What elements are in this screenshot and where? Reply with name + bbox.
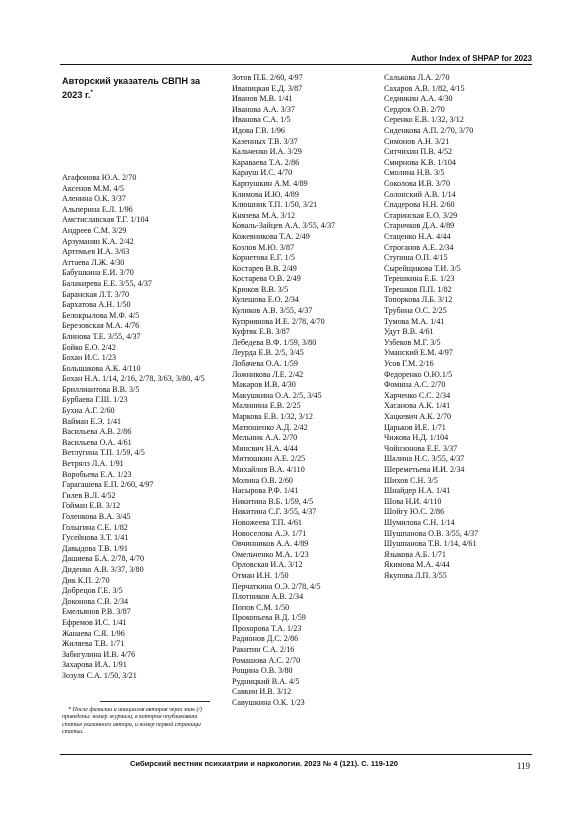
- author-entry: Бабушкина Е.И. 3/70: [62, 268, 134, 278]
- author-entry: Зозуля С.А. 1/50, 3/21: [62, 670, 137, 680]
- author-entry: Аксенов М.М. 4/5: [62, 183, 124, 193]
- author-entry: Диденко А.В. 3/37, 3/80: [62, 564, 144, 574]
- author-entry: Жиляева Т.В. 1/71: [62, 639, 125, 649]
- author-entry: Смирнова К.В. 1/104: [384, 157, 456, 167]
- author-entry: Хацкевич А.К. 2/70: [384, 412, 452, 421]
- author-entry: Трубина О.С. 2/25: [384, 306, 447, 316]
- author-entry: Шихов С.Н. 3/5: [384, 475, 438, 485]
- author-entry: Зотов П.Б. 2/60, 4/97: [232, 73, 303, 82]
- author-entry: Шушпанова Т.В. 1/14, 4/61: [384, 539, 477, 549]
- author-entry: Захарова И.А. 1/91: [62, 660, 127, 670]
- author-entry: Ветлугина Т.П. 1/59, 4/5: [62, 448, 145, 458]
- author-entry: Шова Н.И. 4/110: [384, 496, 442, 506]
- author-entry: Казенных Т.В. 3/37: [232, 136, 298, 146]
- author-entry: Лебедева В.Ф. 1/59, 3/80: [232, 337, 317, 347]
- footnote: * После фамилии и инициалов авторов через знак (/) приведены: номер журнала, в котором опубликована статья указанного автора, и номер первой страницы статьи.: [62, 707, 203, 736]
- author-entry: Сырейщикова Т.И. 3/5: [384, 263, 461, 273]
- author-entry: Куфтяк Е.В. 3/87: [232, 327, 290, 337]
- author-entry: Караваева Т.А. 2/86: [232, 157, 300, 167]
- running-head: Author Index of SHPAP for 2023: [410, 54, 532, 63]
- author-entry: Сиденкова А.П. 2/70, 3/70: [384, 125, 474, 135]
- author-entry: Прокопьева В.Д. 1/59: [232, 613, 306, 623]
- author-entry: Аленина О.К. 3/37: [62, 194, 126, 204]
- author-entry: Костарев В.В. 2/49: [232, 263, 297, 273]
- author-entry: Ситчихин П.В. 4/52: [384, 147, 453, 157]
- author-entry: Иванова А.А. 3/37: [232, 104, 296, 114]
- author-entry: Голенкова В.А. 3/45: [62, 512, 131, 521]
- author-entry: Голыгина С.Е. 1/82: [62, 522, 128, 532]
- author-entry: Климова И.Ю. 4/89: [232, 189, 299, 199]
- index-title-text: Авторский указатель СВПН за 2023 г.: [62, 76, 201, 101]
- page-number: 119: [516, 761, 530, 771]
- author-entry: Языкова А.Б. 1/71: [384, 549, 446, 559]
- author-entry: Шереметьева И.И. 2/34: [384, 464, 465, 474]
- author-entry: Старичков Д.А. 4/89: [384, 221, 455, 231]
- author-entry: Никитина С.Г. 3/55, 4/37: [232, 507, 317, 517]
- author-entry: Стаценко Н.А. 4/44: [384, 231, 451, 241]
- author-entry: Альперина Е.Л. 1/96: [62, 204, 133, 214]
- author-entry: Новожеева Т.П. 4/61: [232, 517, 302, 527]
- author-entry: Васильева А.В. 2/86: [62, 427, 132, 437]
- footnote-rule: [100, 701, 210, 702]
- author-entry: Смолина Н.В. 3/5: [384, 168, 445, 178]
- author-entry: Царьков И.Е. 1/71: [384, 422, 446, 432]
- author-entry: Куприянова И.Е. 2/78, 4/70: [232, 316, 325, 326]
- author-entry: Ефремов И.С. 1/41: [62, 617, 127, 627]
- author-entry: Савкин И.В. 3/12: [232, 687, 292, 697]
- author-entry: Балакирева Е.Е. 3/55, 4/37: [62, 278, 152, 288]
- author-entry: Жанаева С.Я. 1/96: [62, 628, 125, 638]
- author-entry: Гусейнова З.Т. 1/41: [62, 533, 129, 543]
- author-entry: Бархатова А.Н. 1/50: [62, 300, 131, 310]
- author-entry: Никитина В.Б. 1/59, 4/5: [232, 496, 314, 506]
- author-entry: Бриллиантова В.В. 3/5: [62, 384, 140, 394]
- author-entry: Плотников А.В. 2/34: [232, 592, 304, 602]
- author-entry: Забигулина И.В. 4/76: [62, 649, 136, 659]
- author-entry: Терешков П.П. 1/82: [384, 284, 452, 294]
- author-entry: Строганов А.Е. 2/34: [384, 242, 454, 252]
- top-rule: [60, 64, 532, 65]
- author-entry: Мельник А.А. 2/70: [232, 433, 298, 443]
- author-entry: Серенко Е.В. 1/32, 3/12: [384, 115, 464, 125]
- author-entry: Доконова С.В. 2/34: [62, 596, 129, 606]
- author-entry: Иваницкая Е.Д. 3/87: [232, 83, 303, 93]
- author-entry: Соколова И.В. 3/70: [384, 178, 451, 188]
- author-entry: Березовская М.А. 4/76: [62, 321, 140, 331]
- author-entry: Радионов Д.С. 2/86: [232, 634, 299, 644]
- author-entry: Кожевникова Т.А. 2/49: [232, 231, 310, 241]
- author-entry: Амстиславская Т.Г. 1/104: [62, 215, 149, 225]
- author-entry: Козлов М.Ю. 3/87: [232, 242, 295, 252]
- author-entry: Ракитин С.А. 2/16: [232, 645, 295, 655]
- author-entry: Михайлов В.А. 4/110: [232, 464, 305, 474]
- author-entry: Федоренко О.Ю.1/5: [384, 369, 453, 379]
- author-entry: Терешкина Е.Б. 1/23: [384, 274, 455, 284]
- author-entry: Малинина Е.В. 2/25: [232, 401, 301, 411]
- author-entry: Старинская Е.О. 3/29: [384, 210, 458, 220]
- title-footnote-mark: *: [90, 90, 93, 96]
- author-entry: Макаров И.В. 4/30: [232, 380, 296, 390]
- author-entry: Артемьев И.А. 3/63: [62, 247, 130, 257]
- author-entry: Якупова Л.П. 3/55: [384, 570, 447, 580]
- author-entry: Лобачева О.А. 1/59: [232, 359, 298, 369]
- author-entry: Шалина Н.С. 3/55, 4/37: [384, 454, 465, 464]
- author-entry: Овчинников А.А. 4/89: [232, 539, 309, 549]
- author-entry: Уманский Е.М. 4/97: [384, 348, 453, 358]
- author-entry: Шнайдер Н.А. 1/41: [384, 486, 451, 496]
- journal-footer: Сибирский вестник психиатрии и наркологии. 2023 № 4 (121). С. 119-120: [130, 759, 398, 768]
- author-entry: Крюков В.В. 3/5: [232, 284, 289, 294]
- author-entry: Баранская Л.Т. 3/70: [62, 289, 130, 299]
- author-entry: Леурда Е.В. 2/5, 3/45: [232, 348, 304, 358]
- author-entry: Прохорова Т.А. 1/23: [232, 623, 302, 633]
- index-title: [62, 75, 214, 101]
- author-entry: Новоселова А.Э. 1/71: [232, 528, 307, 538]
- author-entry: Тумова М.А. 1/41: [384, 316, 445, 326]
- author-entry: Ветрялэ Л.А. 1/91: [62, 459, 124, 469]
- author-entry: Белокрылова М.Ф. 4/5: [62, 310, 140, 320]
- author-entry: Сахаров А.В. 1/82, 4/15: [384, 83, 465, 93]
- author-entry: Харченко С.С. 2/34: [384, 390, 451, 400]
- author-entry: Иванов М.В. 1/41: [232, 94, 293, 104]
- author-entry: Князева М.А. 3/12: [232, 210, 296, 220]
- author-entry: Отман И.Н. 1/50: [232, 570, 289, 580]
- author-entry: Кулешова Е.О. 2/34: [232, 295, 299, 305]
- author-entry: Митюшкин А.Е. 2/25: [232, 454, 306, 464]
- author-entry: Симонов А.Н. 3/21: [384, 136, 450, 146]
- author-entry: Коваль-Зайцев А.А. 3/55, 4/37: [232, 221, 336, 231]
- author-entry: Орловская И.А. 3/12: [232, 560, 303, 570]
- author-entry: Сединкин А.А. 4/30: [384, 94, 453, 104]
- author-entry: Добрецов Г.Е. 3/5: [62, 586, 123, 596]
- author-entry: Шойгу Ю.С. 2/86: [384, 507, 445, 517]
- author-entry: Кальченко И.А. 3/29: [232, 147, 302, 157]
- author-entry: Клюшник Т.П. 1/50, 3/21: [232, 200, 318, 210]
- author-entry: Вайман Е.Э. 1/41: [62, 416, 122, 426]
- author-entry: Топоркова Л.Б. 3/12: [384, 295, 453, 305]
- author-entry: Васильева О.А. 4/61: [62, 437, 132, 447]
- author-entry: Ступина О.П. 4/15: [384, 253, 448, 263]
- author-entry: Омельченко М.А. 1/23: [232, 549, 309, 559]
- author-entry: Гарагашева Е.П. 2/60, 4/97: [62, 480, 154, 490]
- author-entry: Салькова Л.А. 2/70: [384, 73, 450, 82]
- author-entry: Карпушкин А.М. 4/89: [232, 178, 308, 188]
- author-entry: Ромашова А.С. 2/70: [232, 655, 301, 665]
- author-entry: Большакова А.К. 4/110: [62, 363, 141, 373]
- author-entry: Бурбаева Г.Ш. 1/23: [62, 395, 128, 405]
- author-entry: Емельянов Р.В. 3/87: [62, 607, 131, 617]
- author-entry: Иванова С.А. 1/5: [232, 115, 291, 125]
- author-entry: Корнетова Е.Г. 1/5: [232, 253, 295, 263]
- author-entry: Узбеков М.Г. 3/5: [384, 337, 441, 347]
- author-entry: Рудницкий В.А. 4/5: [232, 676, 300, 686]
- author-entry: Маркова Е.В. 1/32, 3/12: [232, 412, 313, 421]
- author-entry: Шумилова С.Н. 1/14: [384, 517, 455, 527]
- author-entry: Костарева О.В. 2/49: [232, 274, 301, 284]
- bottom-rule: [60, 754, 532, 755]
- author-entry: Шушпанова О.В. 3/55, 4/37: [384, 528, 479, 538]
- author-entry: Солонский А.В. 1/14: [384, 189, 456, 199]
- author-entry: Сердюк О.В. 2/70: [384, 104, 445, 114]
- author-entry: Попов С.М. 1/50: [232, 602, 290, 612]
- author-entry: Фомина А.С. 2/70: [384, 380, 446, 390]
- author-entry: Хасанова А.К. 1/41: [384, 401, 451, 411]
- author-entry: Удут В.В. 4/61: [384, 327, 434, 337]
- author-entry: Давыдова Т.В. 1/91: [62, 543, 128, 553]
- author-entry: Перчаткина О.Э. 2/78, 4/5: [232, 581, 321, 591]
- author-entry: Спадерова Н.Н. 2/60: [384, 200, 455, 210]
- author-entry: Рощина О.В. 3/80: [232, 666, 293, 676]
- author-column-1: [62, 173, 214, 682]
- author-entry: Усов Г.М. 2/16: [384, 359, 434, 369]
- author-column-3: [384, 73, 534, 582]
- author-entry: Воробьева Е.А. 1/23: [62, 469, 132, 479]
- author-entry: Ложникова Л.Е. 2/42: [232, 369, 304, 379]
- author-entry: Молина О.В. 2/60: [232, 475, 293, 485]
- author-entry: Гойман Е.В. 3/12: [62, 501, 121, 511]
- author-entry: Идова Г.В. 1/96: [232, 125, 285, 135]
- author-entry: Минсвич Н.А. 4/44: [232, 443, 298, 453]
- author-entry: Карауш И.С. 4/70: [232, 168, 293, 178]
- author-entry: Матюшенко А.Д. 2/42: [232, 422, 308, 432]
- author-entry: Аттаева Л.Ж. 4/30: [62, 257, 125, 267]
- author-entry: Блинова Т.Е. 3/55, 4/37: [62, 331, 141, 341]
- author-entry: Якимова М.А. 4/44: [384, 560, 450, 570]
- author-entry: Дашиева Б.А. 2/78, 4/70: [62, 554, 144, 564]
- author-entry: Макушкина О.А. 2/5, 3/45: [232, 390, 322, 400]
- author-entry: Чойнзонова Е.Е. 3/37: [384, 443, 458, 453]
- author-entry: Бохан И.С. 1/23: [62, 353, 117, 363]
- author-entry: Бухна А.Г. 2/60: [62, 406, 115, 416]
- author-entry: Арзуманян К.А. 2/42: [62, 236, 134, 246]
- author-column-2: [232, 73, 382, 709]
- author-entry: Насырова Р.Ф. 1/41: [232, 486, 299, 496]
- author-entry: Гилев В.Л. 4/52: [62, 490, 116, 500]
- author-entry: Куликов А.В. 3/55, 4/37: [232, 306, 313, 316]
- author-entry: Бохан Н.А. 1/14, 2/16, 2/78, 3/63, 3/80, 4/5: [62, 374, 205, 384]
- author-entry: Дик К.П. 2/70: [62, 575, 110, 585]
- author-entry: Бойко Е.О. 2/42: [62, 342, 116, 352]
- author-entry: Андреев С.М. 3/29: [62, 225, 127, 235]
- author-entry: Чижова Н.Д. 1/104: [384, 433, 449, 443]
- author-entry: Савушкина О.К. 1/23: [232, 698, 305, 708]
- author-entry: Агафонова Ю.А. 2/70: [62, 173, 137, 182]
